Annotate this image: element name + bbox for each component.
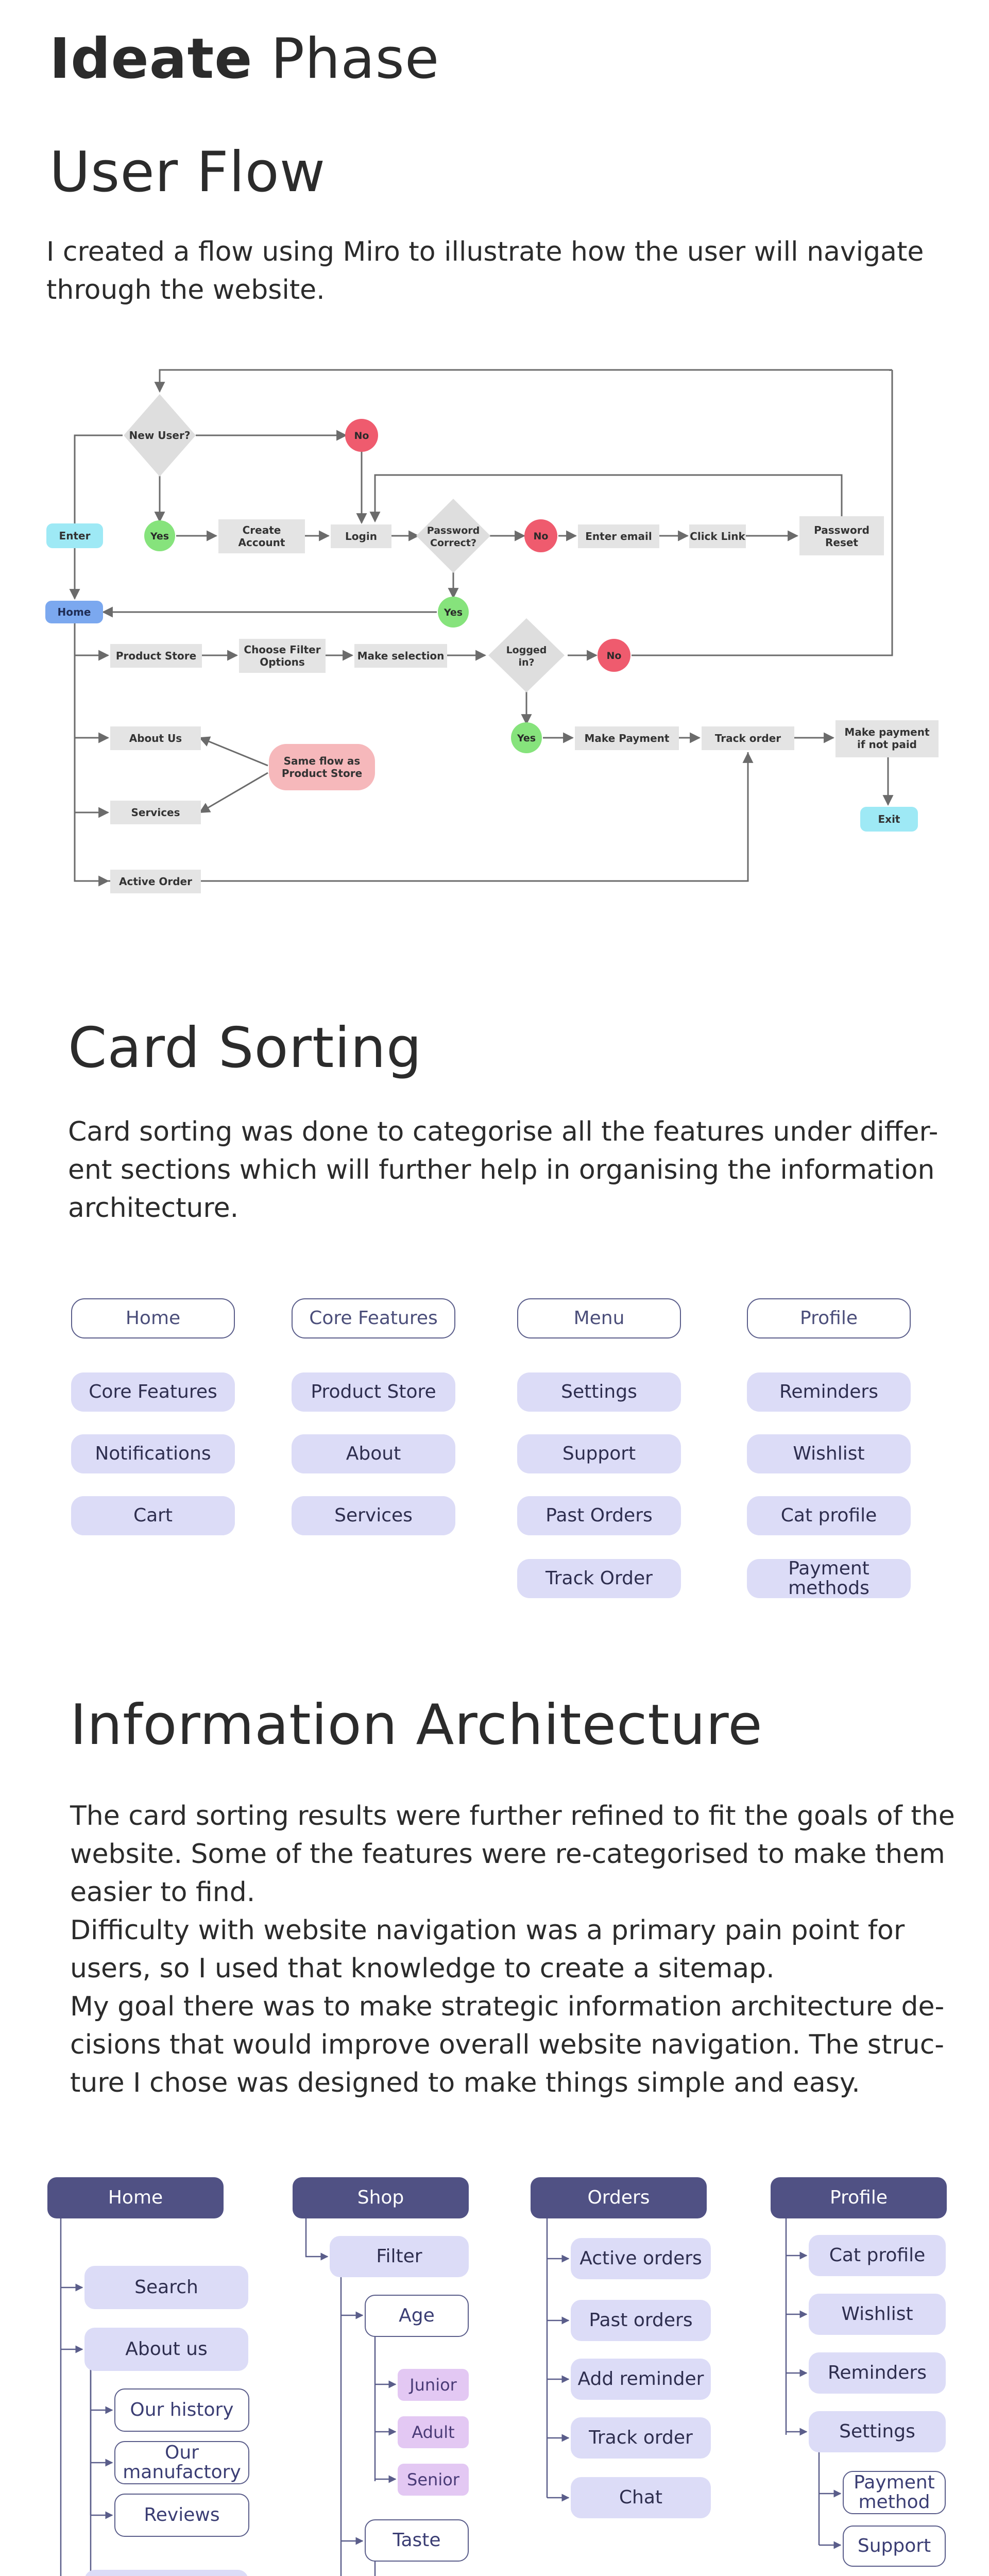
card-column-header: Core Features: [292, 1298, 455, 1338]
card: Core Features: [71, 1372, 235, 1412]
node-make-selection: [354, 644, 447, 668]
decision-password-correct: [416, 499, 490, 573]
card: Cat profile: [747, 1496, 911, 1535]
page-title-bold: Ideate: [49, 27, 253, 91]
ia-our-manufactory-line: manufactory: [123, 2462, 241, 2483]
page-title-rest: Phase: [270, 27, 440, 91]
user-flow-heading: User Flow: [49, 140, 326, 205]
card-sorting-desc-line: architecture.: [68, 1193, 239, 1224]
decision-logged-in: [488, 618, 565, 692]
terminal-label: Exit: [878, 813, 900, 825]
ia-our-manufactory: [114, 2441, 249, 2484]
card-sorting-heading: Card Sorting: [68, 1016, 422, 1080]
node-login: [331, 524, 391, 548]
ia-description: [70, 1797, 955, 2102]
card: Notifications: [71, 1434, 235, 1473]
process-label: About Us: [129, 732, 182, 744]
ia-chat: Chat: [571, 2477, 711, 2518]
decision-label: Password: [427, 525, 480, 536]
decision-new-user: [124, 394, 196, 477]
user-flow-desc-line: through the website.: [46, 275, 325, 306]
no-label: No: [606, 650, 622, 662]
ia-junior: Junior: [398, 2369, 469, 2401]
ia-support: Support: [843, 2526, 946, 2567]
process-label: Login: [345, 530, 377, 543]
node-enter: [46, 523, 103, 548]
process-label: Track order: [714, 732, 781, 744]
card-sorting-description: [68, 1113, 938, 1227]
card: Cart: [71, 1496, 235, 1535]
ia-about-us: About us: [84, 2328, 248, 2371]
process-label: Password: [814, 524, 869, 536]
card: Payment methods: [747, 1559, 911, 1598]
decision-label: Logged: [506, 645, 547, 656]
process-label: Make selection: [357, 650, 445, 662]
ia-age: Age: [365, 2295, 469, 2337]
ia-payment-method-line: method: [858, 2492, 930, 2513]
ia-home: Home: [47, 2177, 224, 2218]
card: Track Order: [517, 1559, 681, 1598]
ia-taste: Taste: [365, 2519, 469, 2562]
ia-track-order: Track order: [571, 2417, 711, 2459]
ia-reminders: Reminders: [809, 2352, 946, 2394]
connector: [200, 738, 268, 766]
note-same-flow: [269, 744, 375, 790]
node-click-link: [689, 524, 746, 548]
card: Product Store: [292, 1372, 455, 1412]
card-column-header: Profile: [747, 1298, 911, 1338]
node-enter-email: [578, 524, 659, 548]
connector: [200, 773, 268, 812]
node-make-payment: [575, 726, 679, 750]
ia-filter: Filter: [330, 2236, 469, 2277]
node-yes-2: [438, 597, 469, 628]
node-active-order: [110, 870, 201, 893]
ia-heading: Information Architecture: [70, 1693, 763, 1757]
process-label: Product Store: [115, 650, 197, 662]
yes-label: Yes: [150, 531, 169, 542]
ia-desc-line: cisions that would improve overall website navigation. The struc-: [70, 2029, 945, 2060]
ia-desc-line: Difficulty with website navigation was a primary pain point for: [70, 1915, 905, 1946]
ia-wishlist: Wishlist: [809, 2294, 946, 2335]
decision-label: Correct?: [430, 537, 476, 549]
node-exit: [860, 807, 918, 832]
ia-reviews: Reviews: [114, 2494, 249, 2537]
ia-desc-line: website. Some of the features were re-categorised to make them: [70, 1839, 945, 1870]
home-label: Home: [57, 606, 91, 618]
process-label: Choose Filter: [244, 643, 321, 656]
user-flow-diagram: [0, 0, 989, 927]
ia-our-history: Our history: [114, 2388, 249, 2432]
ia-payment-method-line: Payment: [854, 2472, 935, 2493]
node-yes-1: [144, 520, 175, 551]
card-column-header: Home: [71, 1298, 235, 1338]
node-choose-filter: [239, 639, 326, 673]
card-sorting-desc-line: Card sorting was done to categorise all the features under differ-: [68, 1116, 939, 1147]
node-yes-3: [511, 722, 542, 753]
card: About: [292, 1434, 455, 1473]
ia-adult: Adult: [398, 2416, 469, 2448]
ia-desc-line: The card sorting results were further refined to fit the goals of the: [70, 1801, 955, 1832]
card-sorting-desc-line: ent sections which will further help in organising the information: [68, 1155, 935, 1185]
card: Wishlist: [747, 1434, 911, 1473]
ia-senior: Senior: [398, 2464, 469, 2496]
yes-label: Yes: [517, 733, 536, 744]
ia-orders: Orders: [531, 2177, 707, 2218]
node-password-reset: [799, 516, 884, 555]
card: Support: [517, 1434, 681, 1473]
note-label: Same flow as: [283, 755, 361, 767]
process-label: Enter email: [585, 530, 652, 543]
ia-search: Search: [84, 2266, 248, 2309]
connector: [75, 435, 123, 536]
card: Reminders: [747, 1372, 911, 1412]
node-no-1: [345, 419, 378, 452]
ia-desc-line: ture I chose was designed to make things simple and easy.: [70, 2067, 860, 2098]
process-label: Click Link: [690, 530, 745, 543]
process-label: Services: [131, 806, 180, 819]
no-label: No: [533, 531, 549, 542]
ia-shop: Shop: [293, 2177, 469, 2218]
ia-desc-line: users, so I used that knowledge to create a sitemap.: [70, 1953, 775, 1984]
decision-label: in?: [518, 657, 535, 668]
node-create-account: [218, 519, 305, 553]
process-label: Options: [260, 656, 305, 668]
node-make-payment-if-not-paid: [835, 720, 939, 757]
process-label: Make payment: [844, 726, 930, 738]
ia-add-reminder: Add reminder: [571, 2359, 711, 2400]
terminal-label: Enter: [59, 530, 91, 542]
ia-profile: Profile: [771, 2177, 947, 2218]
ia-past-orders: Past orders: [571, 2300, 711, 2341]
yes-label: Yes: [444, 607, 463, 618]
process-label: if not paid: [857, 738, 917, 751]
card: Services: [292, 1496, 455, 1535]
no-label: No: [354, 430, 369, 442]
node-about-us: [110, 726, 201, 750]
connector: [160, 370, 892, 392]
ia-settings: Settings: [809, 2411, 946, 2452]
user-flow-desc-line: I created a flow using Miro to illustrate how the user will navigate: [46, 236, 924, 267]
ia-payment-method: [843, 2471, 946, 2514]
ia-cat-profile: Cat profile: [809, 2235, 946, 2276]
card-column-header: Menu: [517, 1298, 681, 1338]
ia-desc-line: easier to find.: [70, 1877, 255, 1908]
card: Past Orders: [517, 1496, 681, 1535]
process-label: Active Order: [119, 875, 192, 888]
process-label: Reset: [825, 536, 858, 549]
process-label: Make Payment: [584, 732, 670, 744]
node-product-store: [110, 644, 202, 668]
process-label: Account: [238, 536, 285, 549]
process-label: Create: [242, 524, 281, 536]
ia-desc-line: My goal there was to make strategic information architecture de-: [70, 1991, 945, 2022]
node-no-3: [598, 639, 630, 672]
decision-label: New User?: [129, 429, 191, 442]
note-label: Product Store: [281, 767, 363, 779]
connector: [632, 370, 892, 655]
ia-active-orders: Active orders: [571, 2238, 711, 2279]
node-services: [110, 801, 201, 824]
card: Settings: [517, 1372, 681, 1412]
ia-our-manufactory-line: Our: [165, 2442, 199, 2463]
node-no-2: [524, 519, 557, 552]
node-track-order: [702, 726, 794, 750]
node-home: [45, 601, 103, 623]
ia-services: [84, 2570, 248, 2576]
